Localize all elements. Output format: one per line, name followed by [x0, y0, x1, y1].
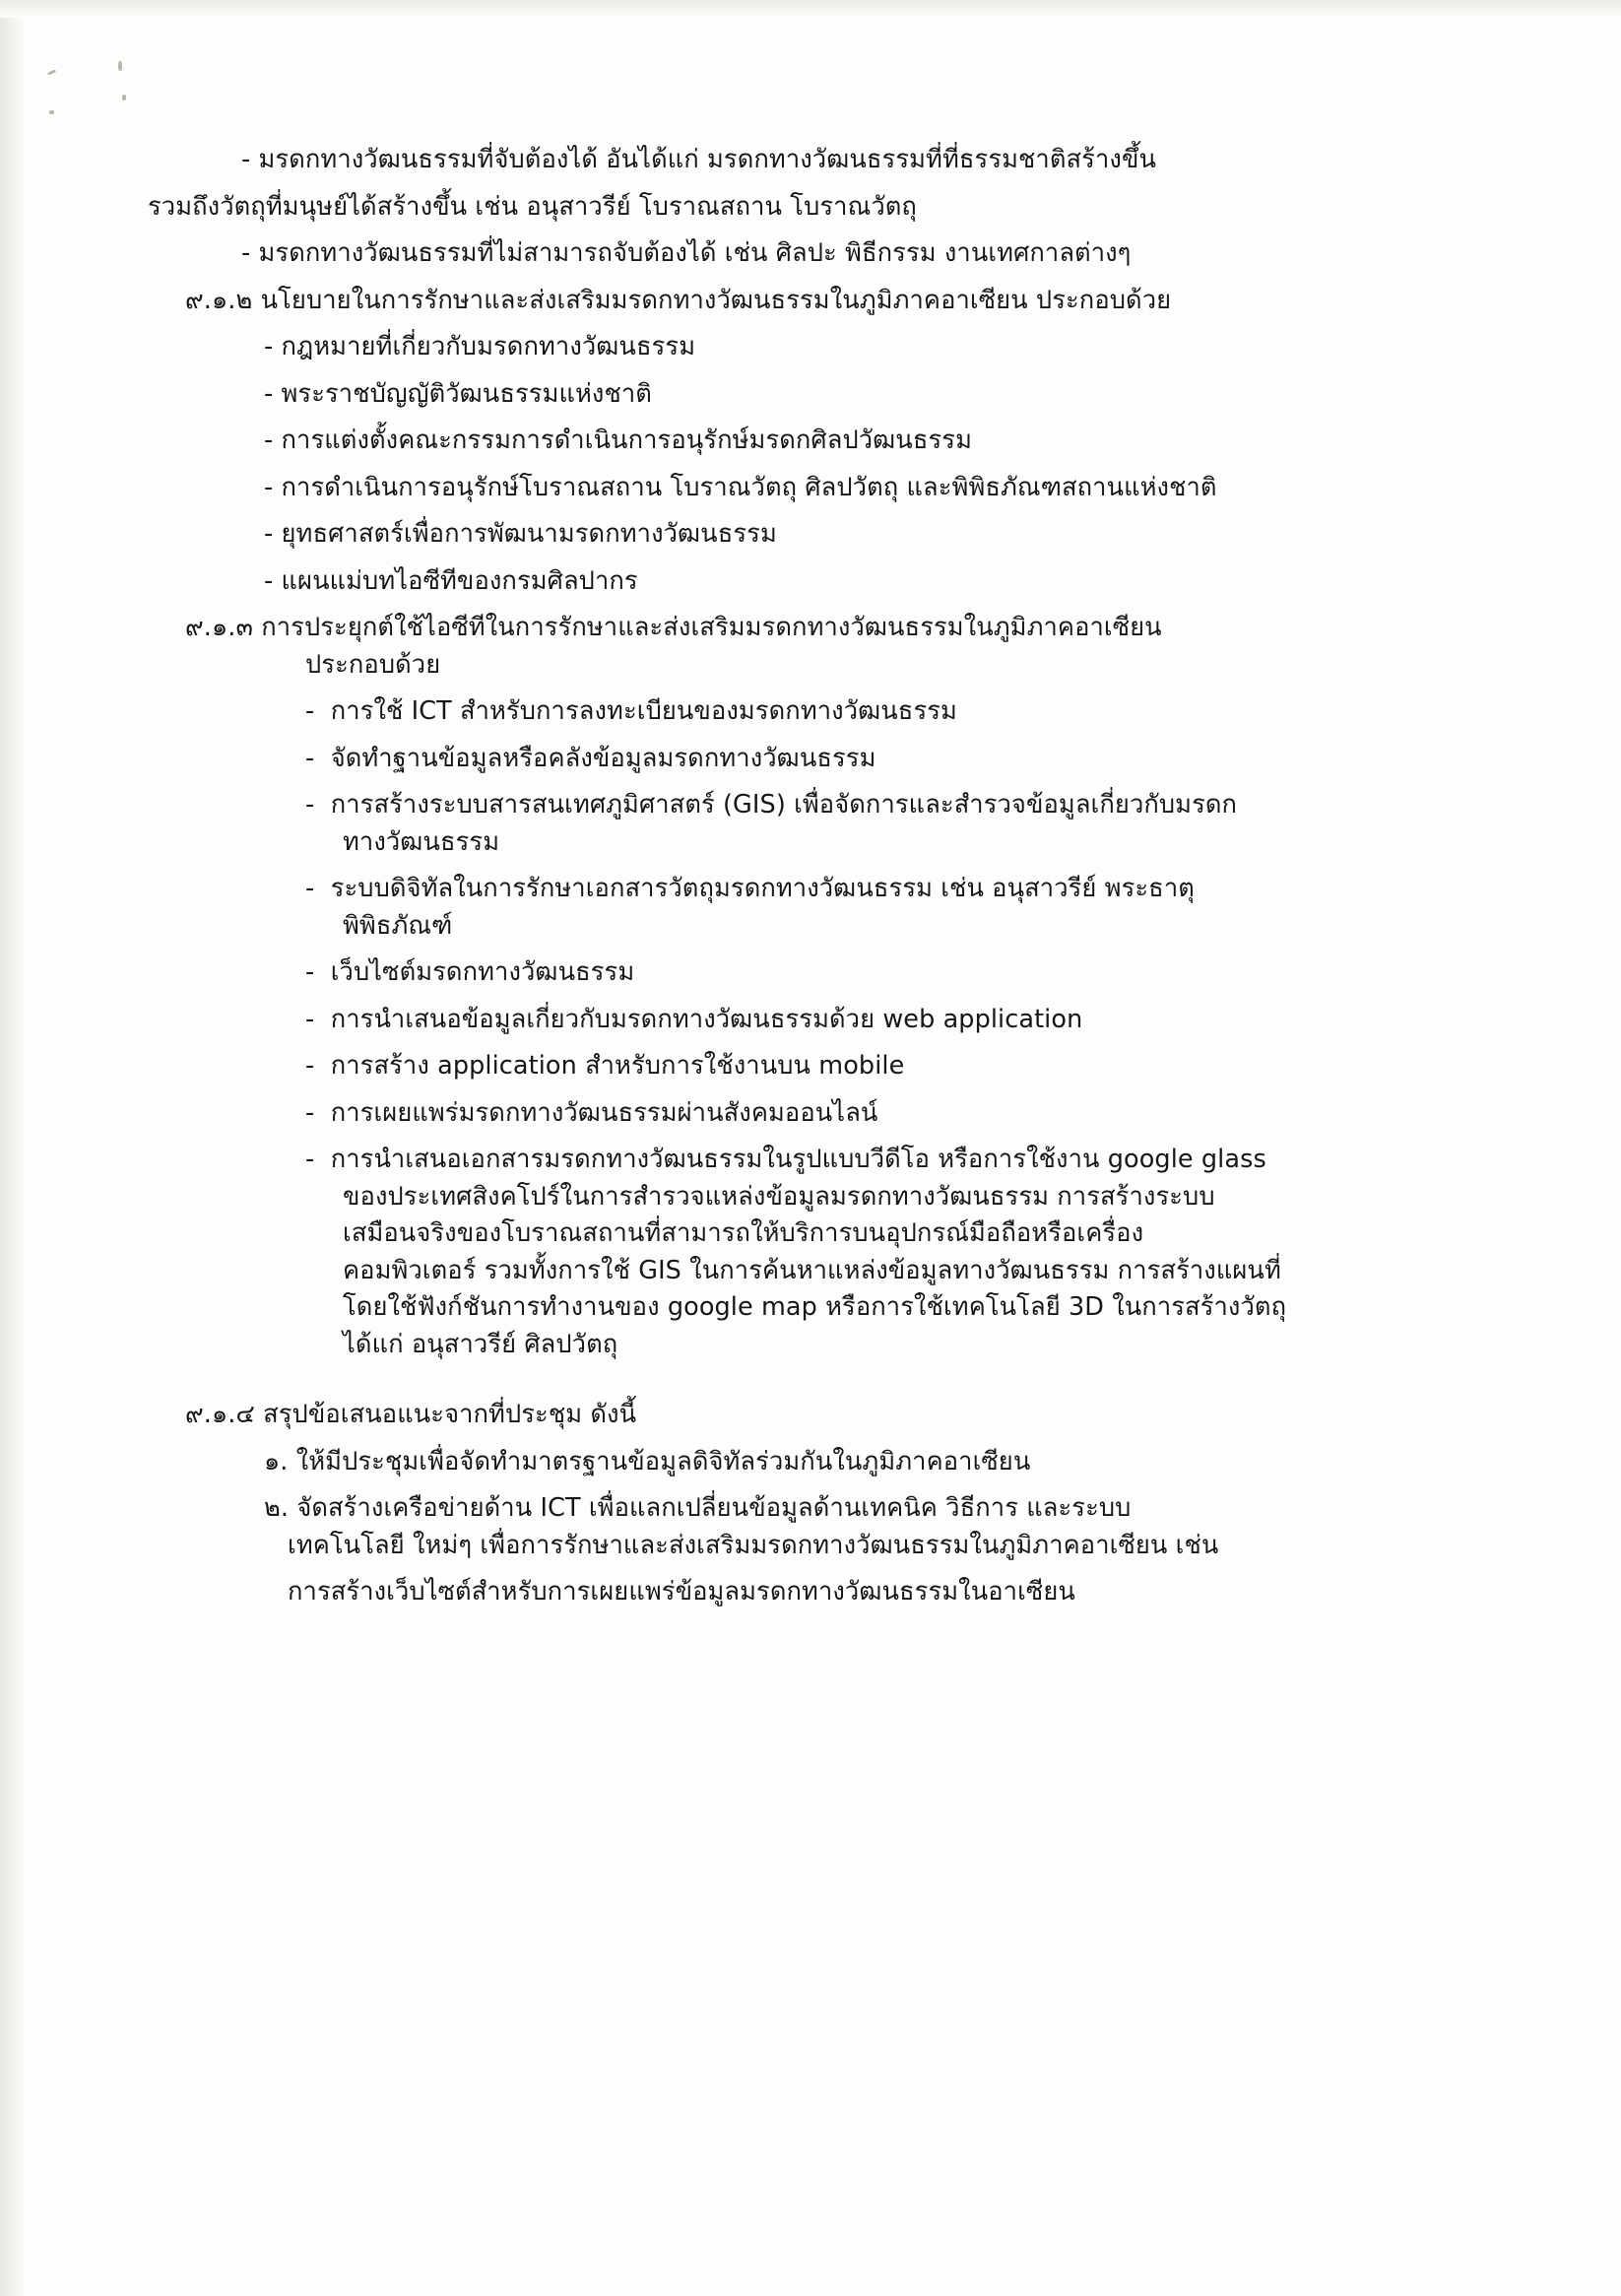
scan-speck: [122, 95, 126, 100]
body-line: - การใช้ ICT สำหรับการลงทะเบียนของมรดกทางวัฒนธรรม: [305, 696, 957, 726]
scan-speck: [47, 69, 56, 76]
body-line: เทคโนโลยี ใหม่ๆ เพื่อการรักษาและส่งเสริมมรดกทางวัฒนธรรมในภูมิภาคอาเซียน เช่น: [288, 1530, 1219, 1560]
body-line: คอมพิวเตอร์ รวมทั้งการใช้ GIS ในการค้นหาแหล่งข้อมูลทางวัฒนธรรม การสร้างแผนที่: [343, 1255, 1281, 1285]
body-line: ทางวัฒนธรรม: [343, 826, 500, 857]
scan-speck: [118, 61, 122, 71]
scan-edge-shadow-left: [0, 0, 26, 2296]
body-line: ของประเทศสิงคโปร์ในการสำรวจแหล่งข้อมูลมรดกทางวัฒนธรรม การสร้างระบบ: [343, 1181, 1215, 1212]
body-line: - พระราชบัญญัติวัฒนธรรมแห่งชาติ: [264, 378, 652, 409]
body-line: - ระบบดิจิทัลในการรักษาเอกสารวัตถุมรดกทางวัฒนธรรม เช่น อนุสาวรีย์ พระธาตุ: [305, 874, 1195, 903]
body-line: ได้แก่ อนุสาวรีย์ ศิลปวัตถุ: [343, 1329, 618, 1359]
scan-edge-shadow-top: [0, 0, 1621, 18]
body-line: เสมือนจริงของโบราณสถานที่สามารถให้บริการบนอุปกรณ์มือถือหรือเครื่อง: [343, 1218, 1144, 1248]
body-line: - มรดกทางวัฒนธรรมที่ไม่สามารถจับต้องได้ เช่น ศิลปะ พิธีกรรม งานเทศกาลต่างๆ: [241, 238, 1132, 268]
body-line: - แผนแม่บทไอซีทีของกรมศิลปากร: [264, 565, 638, 596]
body-line: ประกอบด้วย: [305, 649, 441, 680]
body-line: - กฎหมายที่เกี่ยวกับมรดกทางวัฒนธรรม: [264, 332, 696, 361]
body-line: - การนำเสนอเอกสารมรดกทางวัฒนธรรมในรูปแบบวีดีโอ หรือการใช้งาน google glass: [305, 1145, 1266, 1174]
body-line: - การเผยแพร่มรดกทางวัฒนธรรมผ่านสังคมออนไลน์: [305, 1097, 878, 1128]
section-heading: ๙.๑.๓ การประยุกต์ใช้ไอซีทีในการรักษาและส่งเสริมมรดกทางวัฒนธรรมในภูมิภาคอาเซียน: [185, 613, 1162, 642]
body-line: โดยใช้ฟังก์ชันการทำงานของ google map หรือการใช้เทคโนโลยี 3D ในการสร้างวัตถุ: [343, 1292, 1287, 1322]
document-body: [148, 145, 1467, 1627]
body-line: - การสร้าง application สำหรับการใช้งานบน mobile: [305, 1051, 905, 1081]
body-line: รวมถึงวัตถุที่มนุษย์ได้สร้างขึ้น เช่น อนุสาวรีย์ โบราณสถาน โบราณวัตถุ: [148, 191, 917, 222]
body-line: - จัดทำฐานข้อมูลหรือคลังข้อมูลมรดกทางวัฒนธรรม: [305, 743, 876, 773]
body-line: - การดำเนินการอนุรักษ์โบราณสถาน โบราณวัตถุ ศิลปวัตถุ และพิพิธภัณฑสถานแห่งชาติ: [264, 472, 1217, 502]
body-line: - การสร้างระบบสารสนเทศภูมิศาสตร์ (GIS) เพื่อจัดการและสำรวจข้อมูลเกี่ยวกับมรดก: [305, 790, 1238, 820]
body-line: - การแต่งตั้งคณะกรรมการดำเนินการอนุรักษ์มรดกศิลปวัฒนธรรม: [264, 426, 972, 455]
body-line: - มรดกทางวัฒนธรรมที่จับต้องได้ อันได้แก่ มรดกทางวัฒนธรรมที่ที่ธรรมชาติสร้างขึ้น: [241, 145, 1157, 174]
body-line: - ยุทธศาสตร์เพื่อการพัฒนามรดกทางวัฒนธรรม: [264, 519, 777, 549]
section-heading: ๙.๑.๔ สรุปข้อเสนอแนะจากที่ประชุม ดังนี้: [185, 1400, 637, 1429]
section-heading: ๙.๑.๒ นโยบายในการรักษาและส่งเสริมมรดกทางวัฒนธรรมในภูมิภาคอาเซียน ประกอบด้วย: [185, 285, 1172, 315]
body-line: ๑. ให้มีประชุมเพื่อจัดทำมาตรฐานข้อมูลดิจิทัลร่วมกันในภูมิภาคอาเซียน: [264, 1446, 1031, 1476]
scan-speck: [49, 110, 54, 114]
body-line: การสร้างเว็บไซต์สำหรับการเผยแพร่ข้อมูลมรดกทางวัฒนธรรมในอาเซียน: [288, 1577, 1075, 1607]
body-line: พิพิธภัณฑ์: [343, 910, 453, 941]
body-line: - เว็บไซต์มรดกทางวัฒนธรรม: [305, 957, 635, 987]
body-line: ๒. จัดสร้างเครือข่ายด้าน ICT เพื่อแลกเปลี่ยนข้อมูลด้านเทคนิค วิธีการ และระบบ: [264, 1493, 1132, 1523]
body-line: - การนำเสนอข้อมูลเกี่ยวกับมรดกทางวัฒนธรรมด้วย web application: [305, 1004, 1083, 1034]
